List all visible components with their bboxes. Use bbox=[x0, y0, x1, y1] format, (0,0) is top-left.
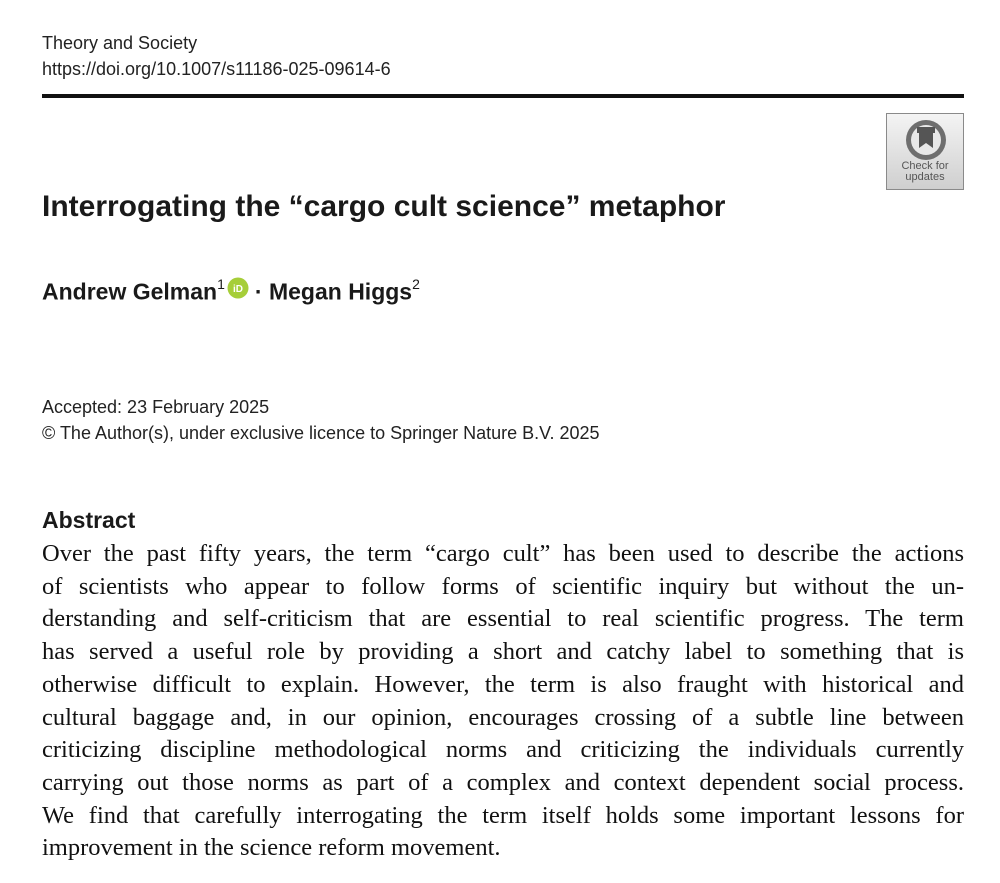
author-list bbox=[42, 270, 420, 310]
article-title: Interrogating the “cargo cult science” metaphor bbox=[42, 190, 726, 223]
orcid-label: iD bbox=[232, 283, 243, 295]
journal-name: Theory and Society bbox=[42, 33, 198, 53]
header-rule bbox=[42, 94, 964, 98]
abstract-line: has served a useful role by providing a short and catchy label to something that is bbox=[42, 638, 964, 666]
affiliation-marker[interactable]: 1 bbox=[217, 276, 225, 292]
author-separator: · bbox=[254, 278, 263, 305]
abstract-line: otherwise difficult to explain. However, the term is also fraught with historical and bbox=[42, 670, 964, 698]
abstract-line: criticizing discipline methodological norms and criticizing the individuals currently bbox=[42, 736, 964, 764]
abstract-body bbox=[42, 538, 964, 865]
abstract-line: Over the past fifty years, the term “cargo cult” has been used to describe the actions bbox=[42, 540, 964, 567]
check-updates-label: Check for updates bbox=[901, 160, 949, 183]
abstract-heading: Abstract bbox=[42, 507, 136, 533]
abstract-line: We find that carefully interrogating the term itself holds some important lessons for bbox=[42, 801, 964, 829]
abstract-line: of scientists who appear to follow forms of scientific inquiry but without the un- bbox=[42, 572, 964, 600]
affiliation-marker[interactable]: 2 bbox=[412, 276, 420, 292]
author-name[interactable]: Andrew Gelman bbox=[42, 278, 218, 305]
check-for-updates-badge[interactable] bbox=[886, 113, 964, 190]
doi-link[interactable]: https://doi.org/10.1007/s11186-025-09614-6 bbox=[42, 59, 391, 79]
accepted-date: Accepted: 23 February 2025 bbox=[42, 397, 270, 417]
author-name[interactable]: Megan Higgs bbox=[268, 278, 413, 305]
orcid-icon[interactable] bbox=[227, 275, 249, 307]
abstract-line: improvement in the science reform movement. bbox=[42, 834, 501, 862]
abstract-line: carrying out those norms as part of a complex and context dependent social process. bbox=[42, 768, 964, 796]
copyright-notice: © The Author(s), under exclusive licence to Springer Nature B.V. 2025 bbox=[42, 423, 600, 443]
abstract-line: cultural baggage and, in our opinion, encourages crossing of a subtle line between bbox=[42, 703, 964, 731]
check-updates-icon bbox=[904, 118, 948, 162]
abstract-line: derstanding and self-criticism that are essential to real scientific progress. The term bbox=[42, 605, 964, 633]
